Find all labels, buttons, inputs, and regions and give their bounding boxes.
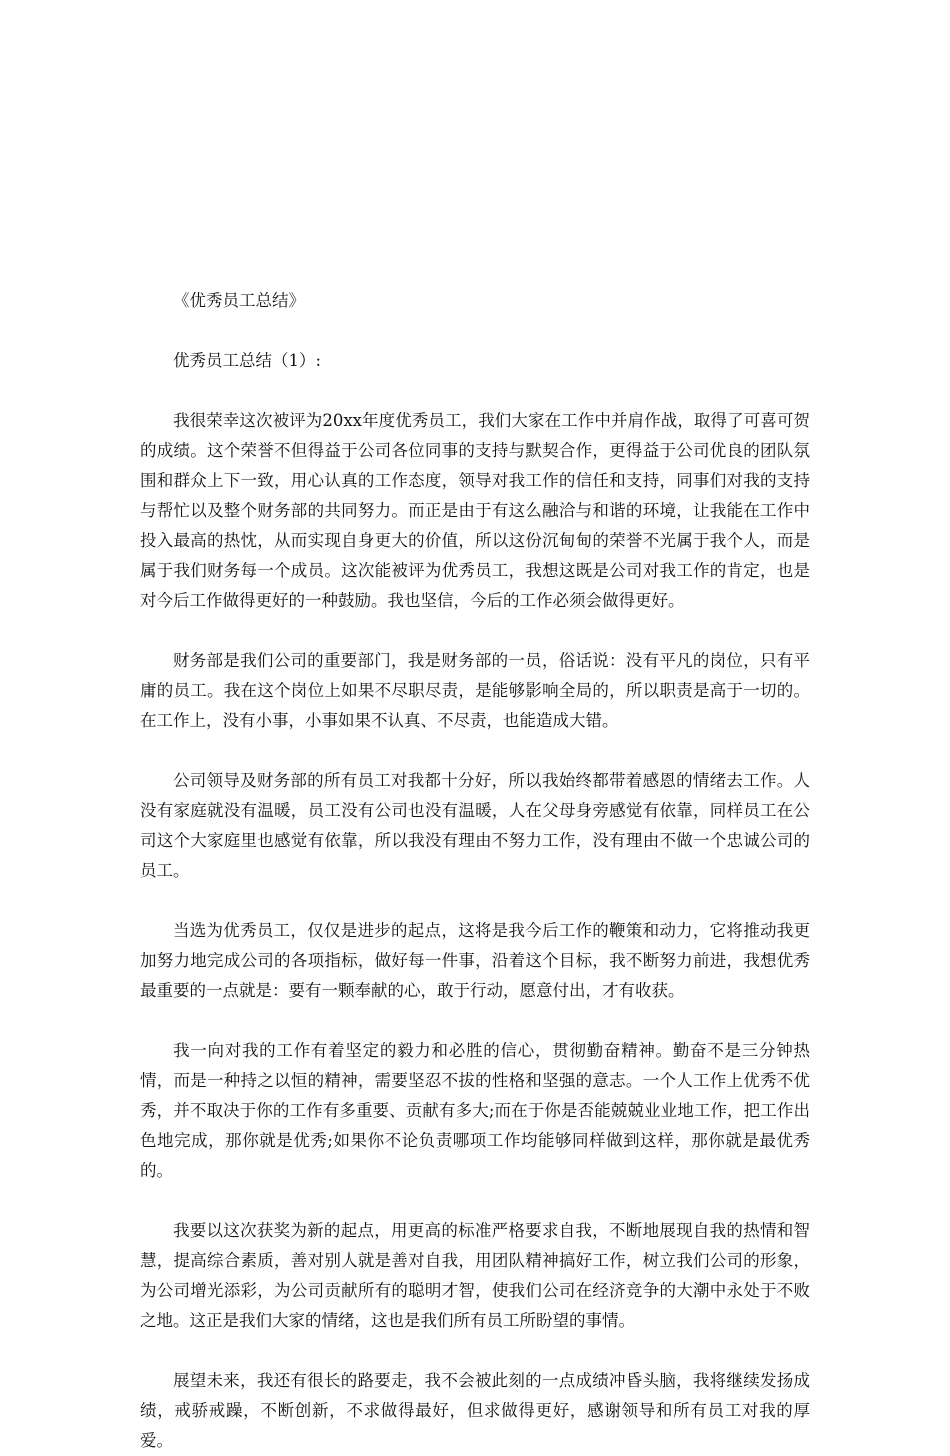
paragraph-1: 我很荣幸这次被评为20xx年度优秀员工，我们大家在工作中并肩作战，取得了可喜可贺的成绩。这个荣誉不但得益于公司各位同事的支持与默契合作，更得益于公司优良的团队氛围和群众上下一致，用心认真的工作态度，领导对我工作的信任和支持，同事们对我的支持与帮忙以及整个财务部的共同努力。而正是由于有这么融洽与和谐的环境，让我能在工作中投入最高的热忱，从而实现自身更大的价值，所以这份沉甸甸的荣誉不光属于我个人，而是属于我们财务每一个成员。这次能被评为优秀员工，我想这既是公司对我工作的肯定，也是对今后工作做得更好的一种鼓励。我也坚信，今后的工作必须会做得更好。 [140, 411, 810, 610]
document-title: 《优秀员工总结》 [173, 291, 305, 310]
paragraph-6: 我要以这次获奖为新的起点，用更高的标准严格要求自我，不断地展现自我的热情和智慧，提高综合素质，善对别人就是善对自我，用团队精神搞好工作，树立我们公司的形象，为公司增光添彩，为公司贡献所有的聪明才智，使我们公司在经济竞争的大潮中永处于不败之地。这正是我们大家的情绪，这也是我们所有员工所盼望的事情。 [140, 1221, 810, 1330]
paragraph-4: 当选为优秀员工，仅仅是进步的起点，这将是我今后工作的鞭策和动力，它将推动我更加努力地完成公司的各项指标，做好每一件事，沿着这个目标，我不断努力前进，我想优秀最重要的一点就是：要有一颗奉献的心，敢于行动，愿意付出，才有收获。 [140, 921, 810, 1000]
paragraph-7: 展望未来，我还有很长的路要走，我不会被此刻的一点成绩冲昏头脑，我将继续发扬成绩，戒骄戒躁，不断创新，不求做得最好，但求做得更好，感谢领导和所有员工对我的厚爱。 [140, 1371, 810, 1450]
document-page [140, 286, 810, 1456]
paragraph-3: 公司领导及财务部的所有员工对我都十分好，所以我始终都带着感恩的情绪去工作。人没有家庭就没有温暖，员工没有公司也没有温暖，人在父母身旁感觉有依靠，同样员工在公司这个大家庭里也感觉有依靠，所以我没有理由不努力工作，没有理由不做一个忠诚公司的员工。 [140, 771, 810, 880]
paragraph-5: 我一向对我的工作有着坚定的毅力和必胜的信心，贯彻勤奋精神。勤奋不是三分钟热情，而是一种持之以恒的精神，需要坚忍不拔的性格和坚强的意志。一个人工作上优秀不优秀，并不取决于你的工作有多重要、贡献有多大;而在于你是否能兢兢业业地工作，把工作出色地完成，那你就是优秀;如果你不论负责哪项工作均能够同样做到这样，那你就是最优秀的。 [140, 1041, 810, 1180]
paragraph-2: 财务部是我们公司的重要部门，我是财务部的一员，俗话说：没有平凡的岗位，只有平庸的员工。我在这个岗位上如果不尽职尽责，是能够影响全局的，所以职责是高于一切的。在工作上，没有小事，小事如果不认真、不尽责，也能造成大错。 [140, 651, 810, 730]
document-subtitle: 优秀员工总结（1）: [173, 351, 322, 370]
